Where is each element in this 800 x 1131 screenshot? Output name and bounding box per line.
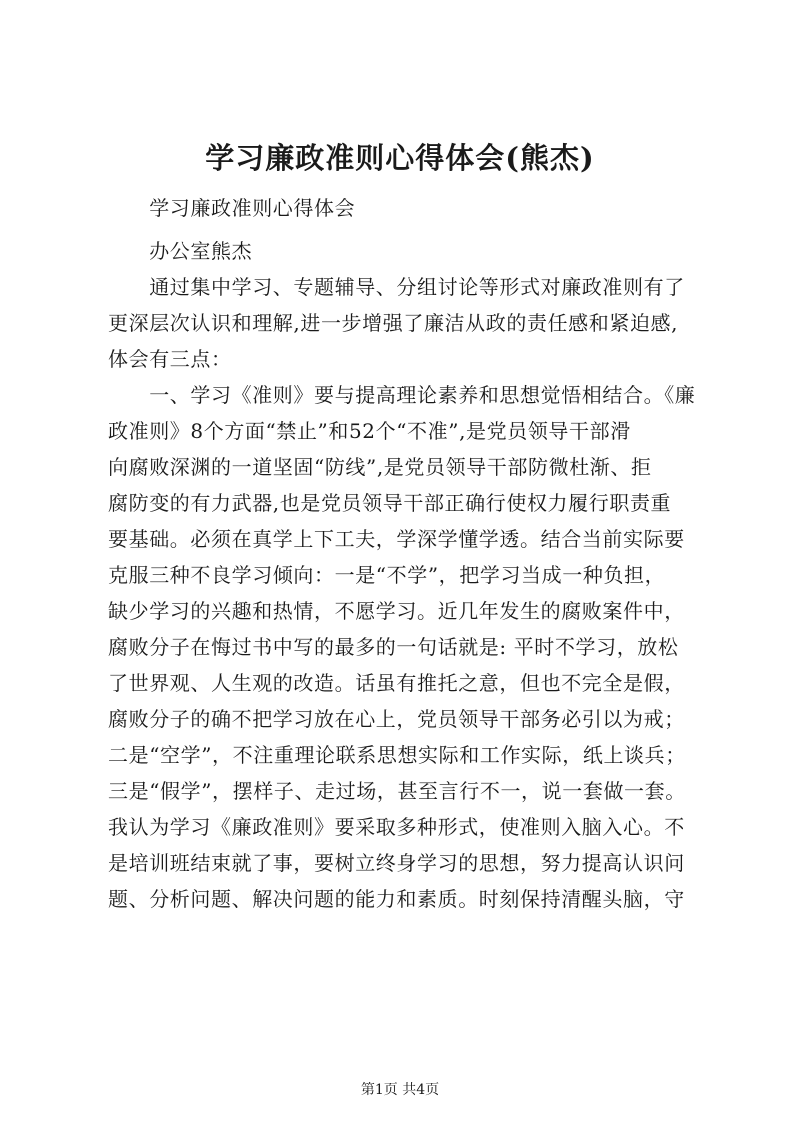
body-line: 腐防变的有力武器,也是党员领导干部正确行使权力履行职责重	[108, 491, 672, 515]
body-line: 克服三种不良学习倾向：一是“不学”，把学习当成一种负担，	[108, 563, 666, 587]
body-line: 缺少学习的兴趣和热情，不愿学习。近几年发生的腐败案件中，	[108, 599, 685, 623]
body-line: 我认为学习《廉政准则》要采取多种形式，使准则入脑入心。不	[108, 815, 685, 839]
body-line: 体会有三点：	[108, 347, 232, 371]
document-title: 学习廉政准则心得体会(熊杰)	[205, 141, 595, 175]
body-line: 政准则》8个方面“禁止”和52个“不准”,是党员领导干部滑	[108, 419, 631, 443]
author-line: 办公室熊杰	[108, 239, 253, 263]
body-line: 三是“假学”，摆样子、走过场，甚至言行不一，说一套做一套。	[108, 779, 686, 803]
body-line: 了世界观、人生观的改造。话虽有推托之意，但也不完全是假，	[108, 671, 685, 695]
page-number-footer: 第1页 共4页	[360, 1082, 440, 1098]
body-line: 要基础。必须在真学上下工夫，学深学懂学透。结合当前实际要	[108, 527, 685, 551]
body-line: 腐败分子在悔过书中写的最多的一句话就是: 平时不学习，放松	[108, 635, 679, 659]
subtitle-line: 学习廉政准则心得体会	[108, 196, 356, 220]
body-line: 题、分析问题、解决问题的能力和素质。时刻保持清醒头脑，守	[108, 887, 685, 911]
body-line: 二是“空学”，不注重理论联系思想实际和工作实际，纸上谈兵；	[108, 743, 686, 767]
body-line: 腐败分子的确不把学习放在心上，党员领导干部务必引以为戒；	[108, 707, 685, 731]
body-line: 是培训班结束就了事，要树立终身学习的思想，努力提高认识问	[108, 851, 685, 875]
body-line: 通过集中学习、专题辅导、分组讨论等形式对廉政准则有了	[108, 275, 685, 299]
body-line: 一、学习《准则》要与提高理论素养和思想觉悟相结合。《廉	[108, 383, 696, 407]
body-line: 向腐败深渊的一道坚固“防线”,是党员领导干部防微杜渐、拒	[108, 455, 652, 479]
body-line: 更深层次认识和理解,进一步增强了廉洁从政的责任感和紧迫感,	[108, 311, 679, 335]
